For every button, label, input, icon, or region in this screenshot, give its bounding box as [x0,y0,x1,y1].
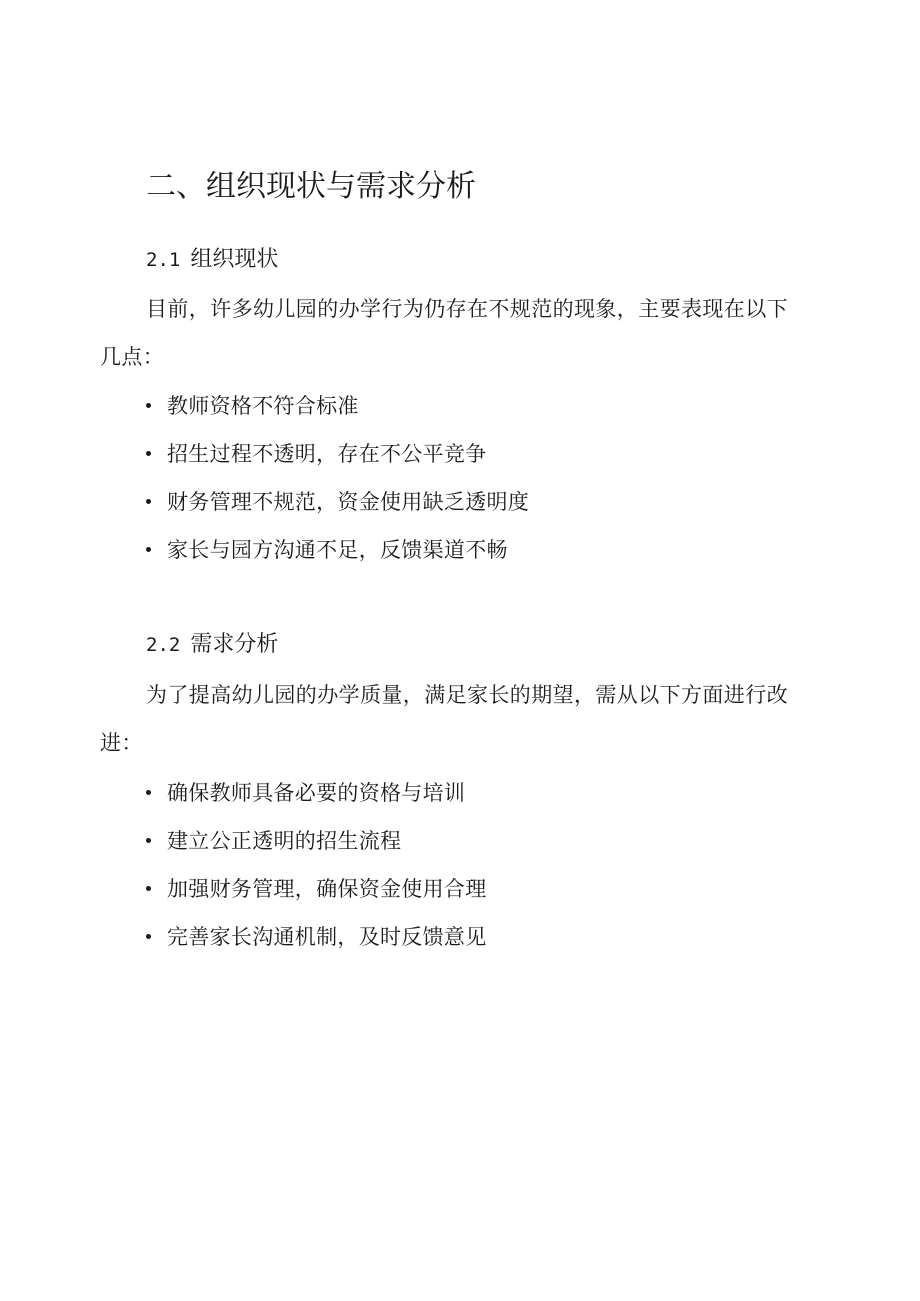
list-item [146,864,487,912]
bullet-icon [146,451,151,456]
list-item [146,912,487,960]
section-title: 组织现状 [190,247,279,272]
bullet-icon [146,934,151,939]
list-item-text: 建立公正透明的招生流程 [167,829,402,853]
list-item [146,381,529,429]
section-number: 2.1 [146,249,181,271]
section-title: 需求分析 [190,632,279,657]
list-item-text: 招生过程不透明，存在不公平竞争 [167,442,487,466]
section-heading-2-1 [146,245,278,275]
list-item-text: 教师资格不符合标准 [167,394,359,418]
list-item-text: 财务管理不规范，资金使用缺乏透明度 [167,490,530,514]
section-heading-2-2 [146,630,278,660]
bullet-icon [146,403,151,408]
page-title: 二、组织现状与需求分析 [146,169,476,204]
bullet-icon [146,838,151,843]
list-item-text: 家长与园方沟通不足，反馈渠道不畅 [167,538,508,562]
section-intro-paragraph: 为了提高幼儿园的办学质量，满足家长的期望，需从以下方面进行改进： [100,683,788,755]
section-number: 2.2 [146,634,181,656]
list-item-text: 完善家长沟通机制，及时反馈意见 [167,925,487,949]
bullet-icon [146,886,151,891]
list-item-text: 加强财务管理，确保资金使用合理 [167,877,487,901]
bullet-icon [146,547,151,552]
bullet-icon [146,790,151,795]
list-item [146,525,529,573]
list-item [146,477,529,525]
list-item-text: 确保教师具备必要的资格与培训 [167,781,466,805]
bullet-list-2-1 [146,381,529,573]
section-intro-paragraph: 目前，许多幼儿园的办学行为仍存在不规范的现象，主要表现在以下几点： [100,297,788,369]
list-item [146,816,487,864]
bullet-icon [146,499,151,504]
list-item [146,768,487,816]
list-item [146,429,529,477]
bullet-list-2-2 [146,768,487,960]
